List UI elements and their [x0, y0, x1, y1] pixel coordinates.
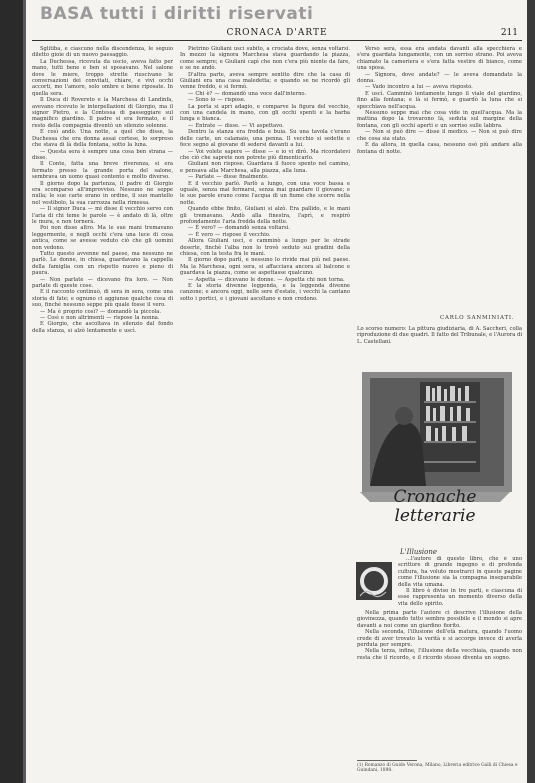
section-title-line-2: letterarie — [394, 506, 476, 526]
paragraph: Pietrino Giuliani uscì subito, a crociata dove, senza voltarsi. In mezzo la signora Marchesa stava guardando la piazza, come sempre; e Giuliani capì che non c'era più niente da fare, e se ne andò. — [180, 46, 350, 72]
footnote: (1) Romanzo di Guido Verona, Milano, Libreria editrice Galli di Chiesa e Guindani, 1898. — [357, 763, 518, 773]
paragraph: Il giorno dopo partì, e nessuno lo rivide mai più nel paese. Ma la Marchesa, ogni sera, si affacciava ancora al balcone e guardava la piazza, come se aspettasse qualcuno. — [180, 257, 350, 277]
paragraph: — È vero — rispose il vecchio. — [188, 231, 271, 238]
page-header — [32, 28, 524, 40]
paragraph: D'altra parte, aveva sempre sentito dire che la casa di Giuliani era una casa maledetta; e quando se ne ricordò gli venne freddo, e si fermò. — [180, 71, 350, 91]
paragraph: Giuliani non rispose. Guardava il fuoco spento nel camino, e pensava alla Marchesa, alla piazza, alla luna. — [180, 161, 350, 174]
section-title — [350, 488, 520, 526]
paragraph: E il racconto continuò, di sera in sera, come una storia di fate; e ognuno ci aggiunse qualche cosa di suo, finchè nessuno seppe più quale fosse il vero. — [32, 289, 173, 309]
column-left — [32, 46, 173, 776]
paragraph: La porta si aprì adagio, e comparve la figura del vecchio, con una candela in mano, con gli occhi spenti e la barba lunga e bianca. — [180, 103, 350, 123]
watermark: BASA tutti i diritti riservati — [40, 4, 314, 24]
paragraph: E da allora, in quella casa, nessuno osò più andare alla fontana di notte. — [357, 142, 522, 155]
article-subhead: L'Illusione — [400, 548, 438, 556]
paragraph: — Ma è proprio così? — domandò la piccola. — [40, 308, 161, 315]
column-middle — [180, 46, 350, 776]
paragraph: Il libro è diviso in tre parti, e ciascuna di esse rappresenta un momento diverso della vita dello spirito. — [398, 588, 522, 607]
paragraph: — Non parlate — dicevano fra loro. — Non parlate di queste cose. — [32, 276, 173, 290]
paragraph: E la storia divenne leggenda, e la leggenda divenne canzone; e ancora oggi, nelle sere d'estate, i vecchi la cantano sotto i portici, e i giovani ascoltano e non credono. — [180, 283, 350, 302]
paragraph: Nella seconda, l'illusione dell'età matura, quando l'uomo crede di aver trovato la verità e si accorge invece di averla perduta per sempre. — [357, 629, 522, 649]
paragraph: ...l'autore di questo libro, che è uno scrittore di grande ingegno e di profonda cultura, ha voluto mostrarci in queste pagine come l'illusione sia la compagna inseparabile della vita umana. — [398, 556, 522, 588]
paragraph: Il Conte, fatta una breve riverenza, si era fermato presso la grande porta del salone, sembrava un uomo quasi contento e molto diverso. — [32, 161, 173, 181]
paragraph: Quando ebbe finito, Giuliani si alzò. Era pallido, e le mani gli tremavano. Andò alla finestra, l'aprì, e respirò profondamente l'aria fredda della notte. — [180, 206, 350, 225]
paragraph: Il Duca di Rovereto e la Marchesa di Landinfa, avevano ricevuto le interpellazioni di Giorgio, ma il signor Pietro, e la Contessa di passeggiare sul magnifico giardino. Il padre si era fermato, e il resto della compagnia diventò un silenzio solenne. — [32, 97, 173, 129]
bookshelf-scholar-illustration — [340, 372, 526, 558]
paragraph: Tutto questo avvenne nel paese, ma nessuno ne parlò. Le donne, in chiesa, guardavano la cappella della famiglia con un rispetto nuovo e pieno di paura. — [32, 251, 173, 277]
paragraph: — Sono io — rispose. — [188, 97, 246, 104]
paragraph: — Vado incontro a lui — aveva risposto. — [365, 84, 473, 91]
author-signature: CARLO SANMINIATI. — [440, 315, 515, 321]
paragraph: — Aspetta — dicevano le donne. — Aspetta chi non torna. — [188, 276, 345, 283]
paragraph: Sglitiba, e ciascuno nella discendenza, le seguìo diletto gioie di un nuovo paesaggio. — [32, 46, 173, 59]
paragraph: — Signora, dove andate? — le aveva domandato la donna. — [357, 71, 522, 85]
paragraph: — Chi è? — domandò una voce dall'interno. — [188, 90, 307, 97]
paragraph: — Non si può dire — disse il medico. — Non si può dire che cosa sia stato. — [357, 129, 522, 142]
paragraph: E Giorgio, che ascoltava in silenzio dal fondo della stanza, si alzò lentamente e uscì. — [32, 321, 173, 334]
paragraph: — Parlate — disse finalmente. — [188, 174, 269, 181]
paragraph: Il giorno dopo la partenza, il padre di Giorgio era scomparso all'improvviso. Nessuno ne seppe nulla; le sue carte erano in ordine, il suo mantello nel vestibolo, la sua carrozza nella rimessa. — [32, 180, 173, 206]
running-title: CRONACA D'ARTE — [226, 28, 328, 38]
paragraph: La Duchessa, ricevuta da uscio, aveva fatto per mano, tutti bene e ben si sposavano. Nel salone dove le miere, troppo strette riuscivano le conversazioni dei convitati, chiare, e vivi occhi accorti, mo l'amore, solo ombre e bene riposate. In quella sera. — [32, 58, 173, 97]
paragraph: E il vecchio parlò. Parlò a lungo, con una voce bassa e uguale, senza mai fermarsi, senza mai guardare il giovane; e le sue parole erano come l'acqua di un fiume che scorre nella notte. — [180, 180, 350, 206]
paragraph: — Voi volete sapere — disse — e io vi dirò. Ma ricordatevi che ciò che saprete non potrete più dimenticarlo. — [180, 148, 350, 161]
page-number: 211 — [500, 28, 518, 38]
paragraph: Nella terza, infine, l'illusione della vecchiaia, quando non resta che il ricordo, e il ricordo stesso diventa un sogno. — [357, 648, 522, 661]
paragraph: — Questa sera è sempre una cosa ben strana — disse. — [32, 148, 173, 161]
ornamental-dropcap-icon — [356, 562, 392, 600]
paragraph: — Così e non altrimenti — rispose la nonna. — [40, 315, 160, 322]
paragraph: Nella prima parte l'autore ci descrive l'illusione della giovinezza, quando tutto sembra possibile e il mondo si apre davanti a noi come un giardino fiorito. — [357, 610, 522, 629]
paragraph: E uscì. Camminò lentamente lungo il viale del giardino, fino alla fontana; e là si fermò, e guardò la luna che si specchiava nell'acqua. — [357, 90, 522, 110]
binding-gutter — [0, 0, 26, 783]
paragraph: E così andò. Una notte, a quel che disse, la Duchessa che era donna assai cortese, lo sorpreso che stava di là della fontana, sotto la luna. — [32, 129, 173, 149]
paragraph: Nessuno seppe mai che cosa vide in quell'acqua. Ma la mattina dopo la trovarono là, seduta sul margine della fontana, con gli occhi aperti e un sorriso sulle labbra. — [357, 110, 522, 129]
section-title-line-1: Cronache — [393, 487, 477, 507]
paragraph: — È vero? — domandò senza voltarsi. — [188, 225, 290, 232]
page-edge — [527, 0, 535, 783]
issue-note: Lo scorso numero: La pittura giudiziaria, di A. Saccheri, colla riproduzione di due quadri. Il fatto del Tribunale, e l'Aurora di L. Castellani. — [357, 326, 522, 345]
paragraph: Dentro la stanza era fredda e buia. Su una tavola c'erano delle carte, un calamaio, una penna. Il vecchio si sedette e fece segno al giovane di sedersi davanti a lui. — [180, 129, 350, 149]
column-right-top — [357, 46, 522, 314]
paragraph: Verso sera, essa era andata davanti alla specchiera e s'era guardata lungamente, con un sorriso strano. Poi aveva chiamato la cameriera e s'era fatta vestire di bianco, come una sposa. — [357, 46, 522, 72]
review-column-body — [357, 610, 522, 760]
paragraph: — Il signor Duca — mi disse il vecchio servo con l'aria di chi teme le parole — è andato di là, oltre le mura, e non tornerà. — [32, 206, 173, 225]
paragraph: Allora Giuliani uscì, e camminò a lungo per le strade deserte, finchè l'alba non lo trovò seduto sui gradini della chiesa, con la testa fra le mani. — [180, 238, 350, 257]
paragraph: Poi non disse altro. Ma le sue mani tremavano leggermente, e negli occhi c'era una luce di cosa antica, come se avesse veduto ciò che gli uomini non vedono. — [32, 225, 173, 251]
paragraph: — Entrate — disse. — Vi aspettavo. — [188, 122, 284, 129]
